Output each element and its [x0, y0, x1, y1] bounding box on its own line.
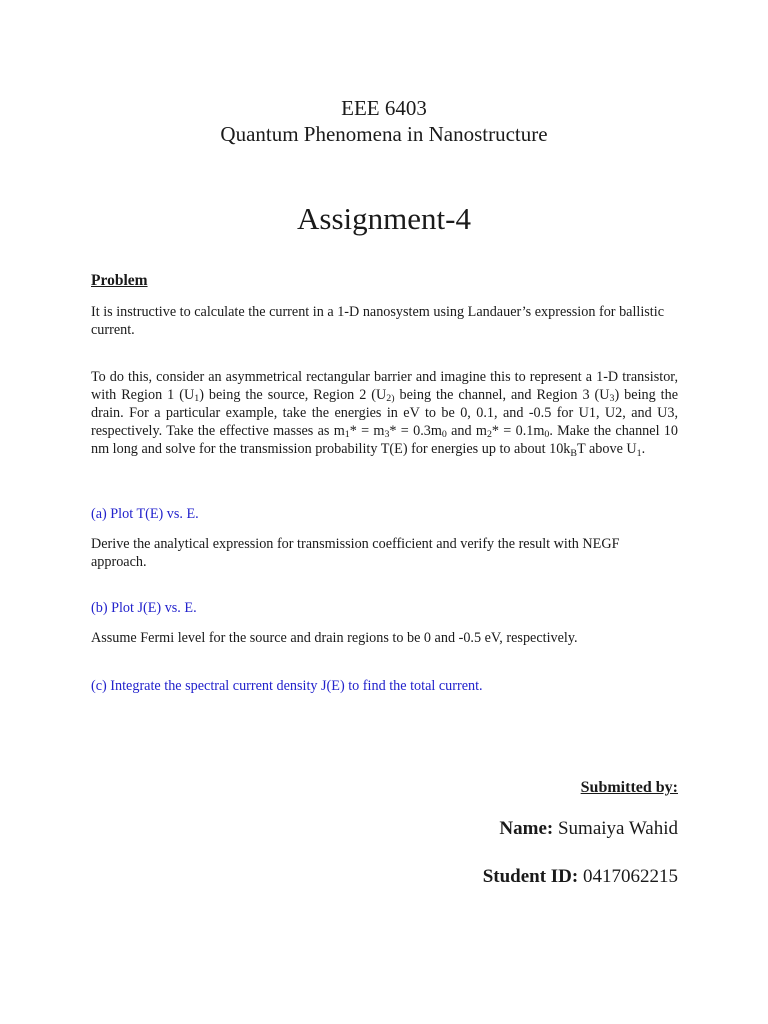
part-a-heading: (a) Plot T(E) vs. E. — [91, 506, 199, 522]
course-code: EEE 6403 — [341, 96, 427, 120]
course-header — [0, 95, 768, 147]
course-name: Quantum Phenomena in Nanostructure — [220, 122, 548, 146]
student-name — [499, 818, 678, 840]
name-value: Sumaiya Wahid — [553, 818, 678, 839]
part-c-heading: (c) Integrate the spectral current density J(E) to find the total current. — [91, 678, 483, 694]
student-id — [483, 866, 678, 888]
part-b-text: Assume Fermi level for the source and drain regions to be 0 and -0.5 eV, respectively. — [91, 630, 578, 646]
student-id-label: Student ID: — [482, 866, 579, 887]
problem-description: To do this, consider an asymmetrical rectangular barrier and imagine this to represent a 1-D transistor, with Region 1 $(U_1)$ being the source, Region 2 ($U_{2)}$ being the channel, and Region 3 $(U_3)$ being the drain. For a particular example, take the energies in eV to be 0, 0.1, and -0.5 for U1, U2, and U3, respectively. Take the effective masses as $m_1* = m_3* = 0.3m_0$ and $m_2* = 0.1m_0$. Make the channel 10 nm long and solve for the transmission probability T(E) for energies up to about $10k_BT$ above $U_1$. — [91, 369, 679, 459]
part-a-text: Derive the analytical expression for transmission coefficient and verify the result with NEGF approach. — [91, 536, 620, 570]
submitted-by-label: Submitted by: — [580, 779, 678, 796]
part-b-heading: (b) Plot J(E) vs. E. — [91, 600, 197, 616]
student-id-value: 0417062215 — [578, 866, 678, 887]
problem-intro: It is instructive to calculate the current in a 1-D nanosystem using Landauer’s expression for ballistic current. — [91, 304, 664, 338]
problem-heading: Problem — [91, 272, 148, 289]
assignment-title: Assignment-4 — [297, 201, 471, 236]
name-label: Name: — [499, 818, 554, 839]
